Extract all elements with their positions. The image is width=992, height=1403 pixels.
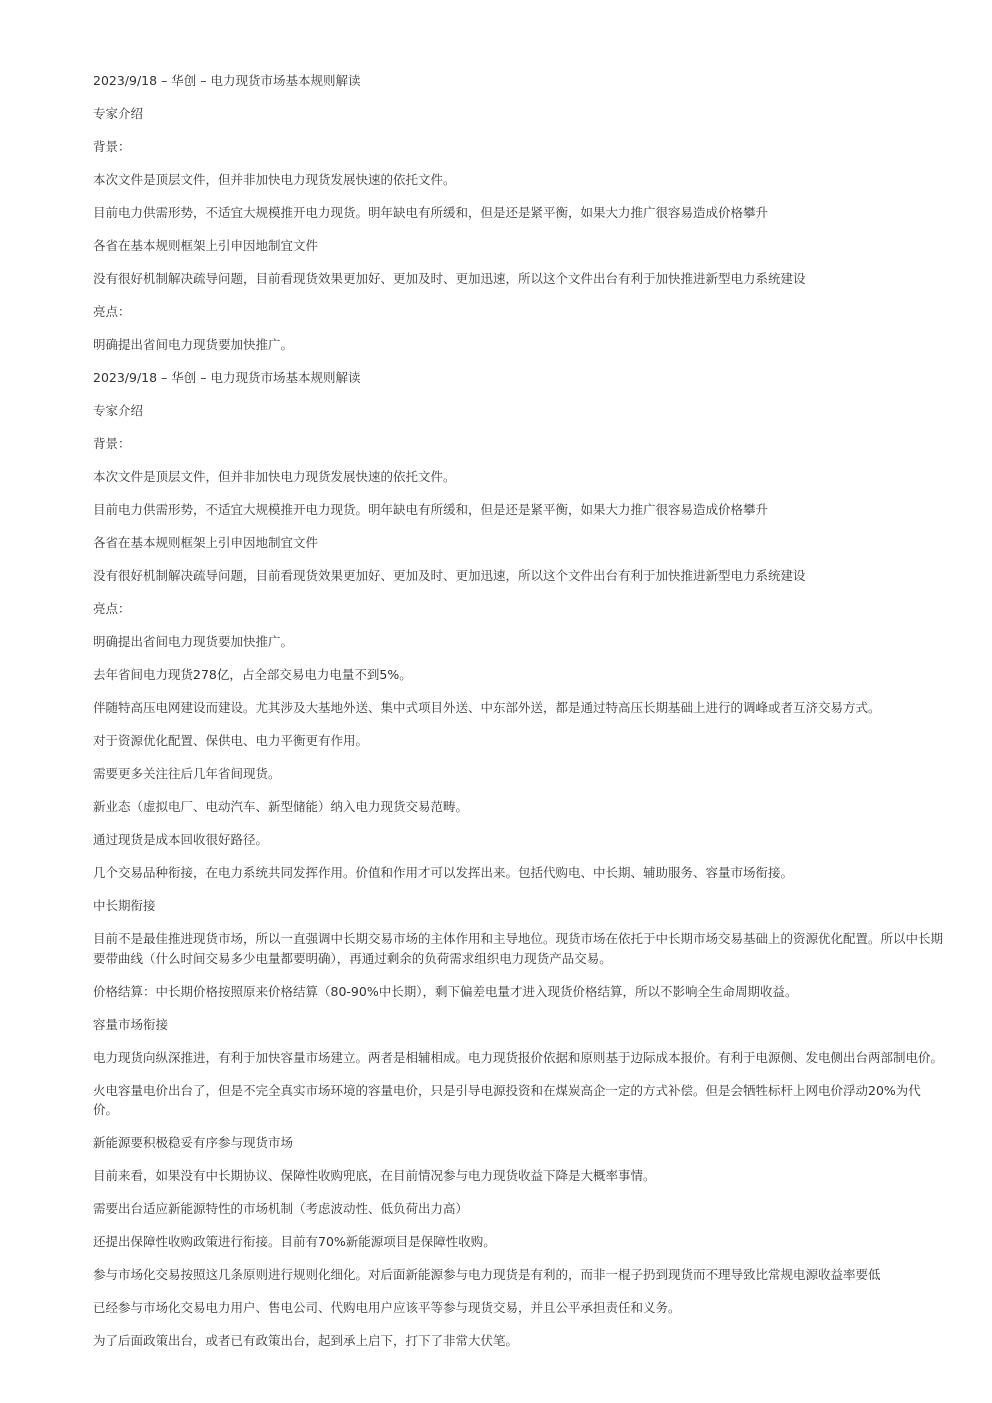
paragraph: 通过现货是成本回收很好路径。	[93, 832, 269, 847]
paragraph: 去年省间电力现货278亿，占全部交易电力电量不到5%。	[93, 667, 412, 682]
paragraph: 目前来看，如果没有中长期协议、保障性收购兜底，在目前情况参与电力现货收益下降是大概率事情。	[93, 1168, 656, 1183]
paragraph: 电力现货向纵深推进，有利于加快容量市场建立。两者是相辅相成。电力现货报价依据和原则基于边际成本报价。有利于电源侧、发电侧出台两部制电价。	[93, 1049, 944, 1065]
paragraph: 目前不是最佳推进现货市场，所以一直强调中长期交易市场的主体作用和主导地位。现货市场在依托于中长期市场交易基础上的资源优化配置。所以中长期要带曲线（什么时间交易多少电量都要明确），再通过剩余的负荷需求组织电力现货产品交易。	[93, 931, 944, 966]
paragraph: 本次文件是顶层文件，但并非加快电力现货发展快速的依托文件。	[93, 172, 456, 187]
paragraph: 为了后面政策出台，或者已有政策出台，起到承上启下，打下了非常大伏笔。	[93, 1333, 519, 1348]
section-heading-mid-long-term: 中长期衔接	[93, 898, 156, 913]
paragraph: 各省在基本规则框架上引申因地制宜文件	[93, 535, 319, 550]
paragraph: 没有很好机制解决疏导问题，目前看现货效果更加好、更加及时、更加迅速，所以这个文件出台有利于加快推进新型电力系统建设	[93, 568, 806, 583]
section-heading-highlights: 亮点：	[93, 304, 131, 319]
paragraph: 已经参与市场化交易电力用户、售电公司、代购电用户应该平等参与现货交易，并且公平承担责任和义务。	[93, 1300, 681, 1315]
paragraph: 本次文件是顶层文件，但并非加快电力现货发展快速的依托文件。	[93, 469, 456, 484]
section-heading-expert-intro: 专家介绍	[93, 403, 144, 418]
paragraph: 新业态（虚拟电厂、电动汽车、新型储能）纳入电力现货交易范畴。	[93, 799, 469, 814]
document-body	[93, 71, 945, 1364]
paragraph: 参与市场化交易按照这几条原则进行规则化细化。对后面新能源参与电力现货是有利的，而非一棍子扔到现货而不理导致比常规电源收益率要低	[93, 1267, 881, 1282]
paragraph: 价格结算：中长期价格按照原来价格结算（80-90%中长期），剩下偏差电量才进入现货价格结算，所以不影响全生命周期收益。	[93, 983, 798, 999]
paragraph: 目前电力供需形势，不适宜大规模推开电力现货。明年缺电有所缓和，但是还是紧平衡，如果大力推广很容易造成价格攀升	[93, 205, 769, 220]
paragraph: 明确提出省间电力现货要加快推广。	[93, 337, 294, 352]
paragraph: 伴随特高压电网建设而建设。尤其涉及大基地外送、集中式项目外送、中东部外送，都是通过特高压长期基础上进行的调峰或者互济交易方式。	[93, 700, 881, 715]
paragraph: 没有很好机制解决疏导问题，目前看现货效果更加好、更加及时、更加迅速，所以这个文件出台有利于加快推进新型电力系统建设	[93, 271, 806, 286]
paragraph: 目前电力供需形势，不适宜大规模推开电力现货。明年缺电有所缓和，但是还是紧平衡，如果大力推广很容易造成价格攀升	[93, 502, 769, 517]
paragraph: 还提出保障性收购政策进行衔接。目前有70%新能源项目是保障性收购。	[93, 1234, 496, 1249]
report-title: 2023/9/18 – 华创 – 电力现货市场基本规则解读	[93, 73, 361, 88]
paragraph: 各省在基本规则框架上引申因地制宜文件	[93, 238, 319, 253]
section-heading-expert-intro: 专家介绍	[93, 106, 144, 121]
section-heading-background: 背景：	[93, 139, 131, 154]
paragraph: 几个交易品种衔接，在电力系统共同发挥作用。价值和作用才可以发挥出来。包括代购电、中长期、辅助服务、容量市场衔接。	[93, 865, 794, 880]
paragraph: 需要出台适应新能源特性的市场机制（考虑波动性、低负荷出力高）	[93, 1201, 469, 1216]
section-heading-new-energy: 新能源要积极稳妥有序参与现货市场	[93, 1135, 294, 1150]
section-heading-highlights: 亮点：	[93, 601, 131, 616]
report-title: 2023/9/18 – 华创 – 电力现货市场基本规则解读	[93, 370, 361, 385]
paragraph: 对于资源优化配置、保供电、电力平衡更有作用。	[93, 733, 369, 748]
paragraph: 火电容量电价出台了，但是不完全真实市场环境的容量电价，只是引导电源投资和在煤炭高企一定的方式补偿。但是会牺牲标杆上网电价浮动20%为代价。	[93, 1082, 921, 1117]
paragraph: 明确提出省间电力现货要加快推广。	[93, 634, 294, 649]
section-heading-background: 背景：	[93, 436, 131, 451]
section-heading-capacity-market: 容量市场衔接	[93, 1016, 169, 1032]
paragraph: 需要更多关注往后几年省间现货。	[93, 766, 281, 781]
